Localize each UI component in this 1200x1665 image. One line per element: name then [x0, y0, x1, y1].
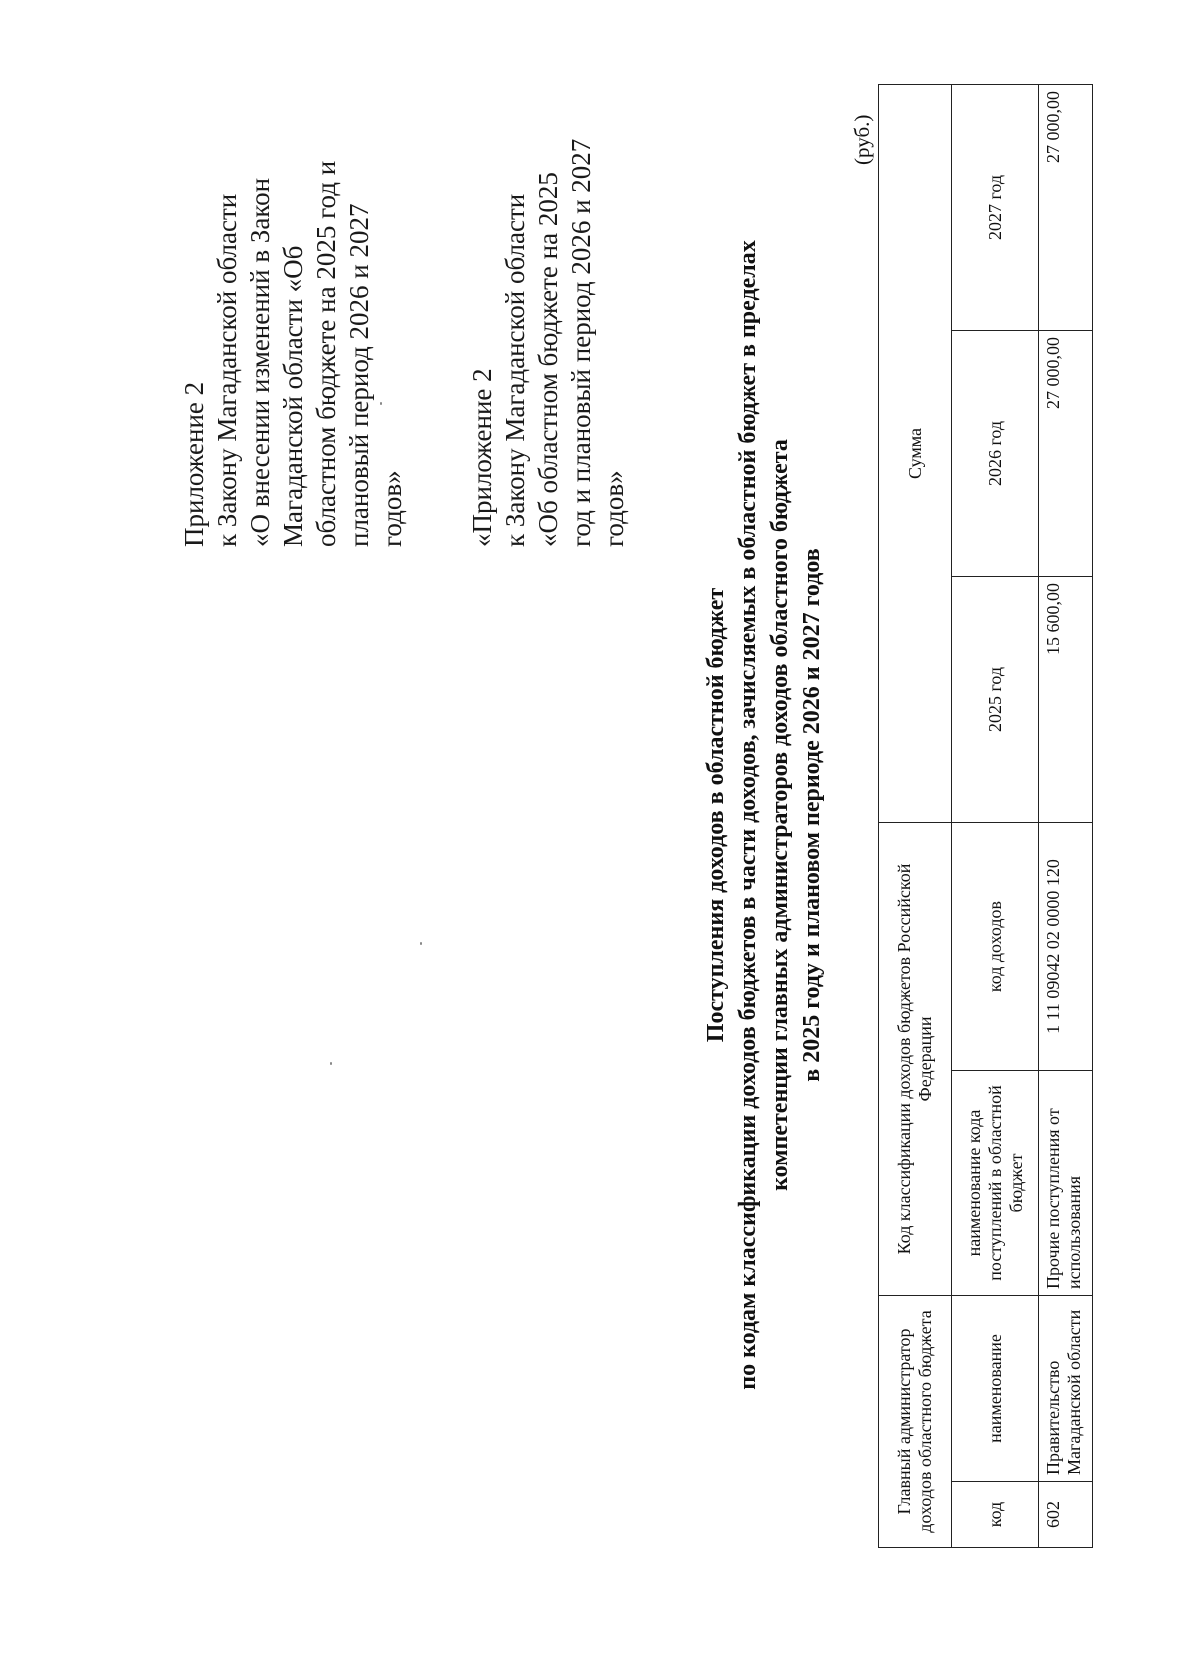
annex-line: «Приложение 2 — [467, 368, 497, 547]
annex-line: к Закону Магаданской области — [212, 193, 242, 547]
annex-line: годов» — [377, 470, 407, 547]
annex-header-previous — [466, 27, 631, 547]
header-2026: 2026 год — [952, 331, 1039, 577]
annex-line: «Об областном бюджете на 2025 — [533, 172, 563, 547]
scan-speck — [380, 402, 382, 405]
annex-line: Приложение 2 — [179, 381, 209, 547]
annex-line: год и плановый период 2026 и 2027 — [566, 138, 596, 547]
cell-amount-2027: 27 000,00 — [1039, 84, 1093, 330]
header-sum-group: Сумма — [879, 84, 952, 822]
annex-line: годов» — [599, 470, 629, 547]
header-2025: 2025 год — [952, 577, 1039, 823]
cell-amount-2026: 27 000,00 — [1039, 331, 1093, 577]
currency-unit: (руб.) — [850, 114, 874, 165]
cell-income-name: Прочие поступления от использования — [1039, 1071, 1093, 1296]
header-admin-group: Главный администратор доходов областного бюджета — [879, 1296, 952, 1548]
document-title — [700, 105, 828, 1525]
title-line: Поступления доходов в областной бюджет — [703, 587, 729, 1043]
header-classification-group: Код классификации доходов бюджетов Российской Федерации — [879, 823, 952, 1296]
annex-line: областном бюджете на 2025 год и — [311, 160, 341, 547]
title-line: по кодам классификации доходов бюджетов в части доходов, зачисляемых в областной бюджет в пределах — [735, 240, 761, 1390]
header-name: наименование — [952, 1296, 1039, 1482]
scan-speck — [420, 942, 422, 945]
title-line: в 2025 году и плановом периоде 2026 и 2027 годов — [799, 548, 825, 1082]
header-2027: 2027 год — [952, 84, 1039, 330]
income-table — [878, 84, 1093, 1548]
cell-income-code: 1 11 09042 02 0000 120 — [1039, 823, 1093, 1071]
table-subheader-row — [952, 84, 1039, 1547]
annex-line: плановый период 2026 и 2027 — [344, 203, 374, 547]
scan-speck — [330, 1062, 332, 1065]
header-income-name: наименование кода поступлений в областной бюджет — [952, 1071, 1039, 1296]
header-income-code: код доходов — [952, 823, 1039, 1071]
title-line: компетенции главных администраторов доходов областного бюджета — [767, 439, 793, 1191]
annex-header-new — [178, 27, 409, 547]
annex-line: к Закону Магаданской области — [500, 193, 530, 547]
annex-line: Магаданской области «Об — [278, 245, 308, 547]
table-header-row — [879, 84, 952, 1547]
cell-admin-name: Правительство Магаданской области — [1039, 1296, 1093, 1482]
header-code: код — [952, 1482, 1039, 1548]
cell-admin-code: 602 — [1039, 1482, 1093, 1548]
cell-amount-2025: 15 600,00 — [1039, 577, 1093, 823]
table-row — [1039, 84, 1093, 1547]
annex-line: «О внесении изменений в Закон — [245, 177, 275, 547]
